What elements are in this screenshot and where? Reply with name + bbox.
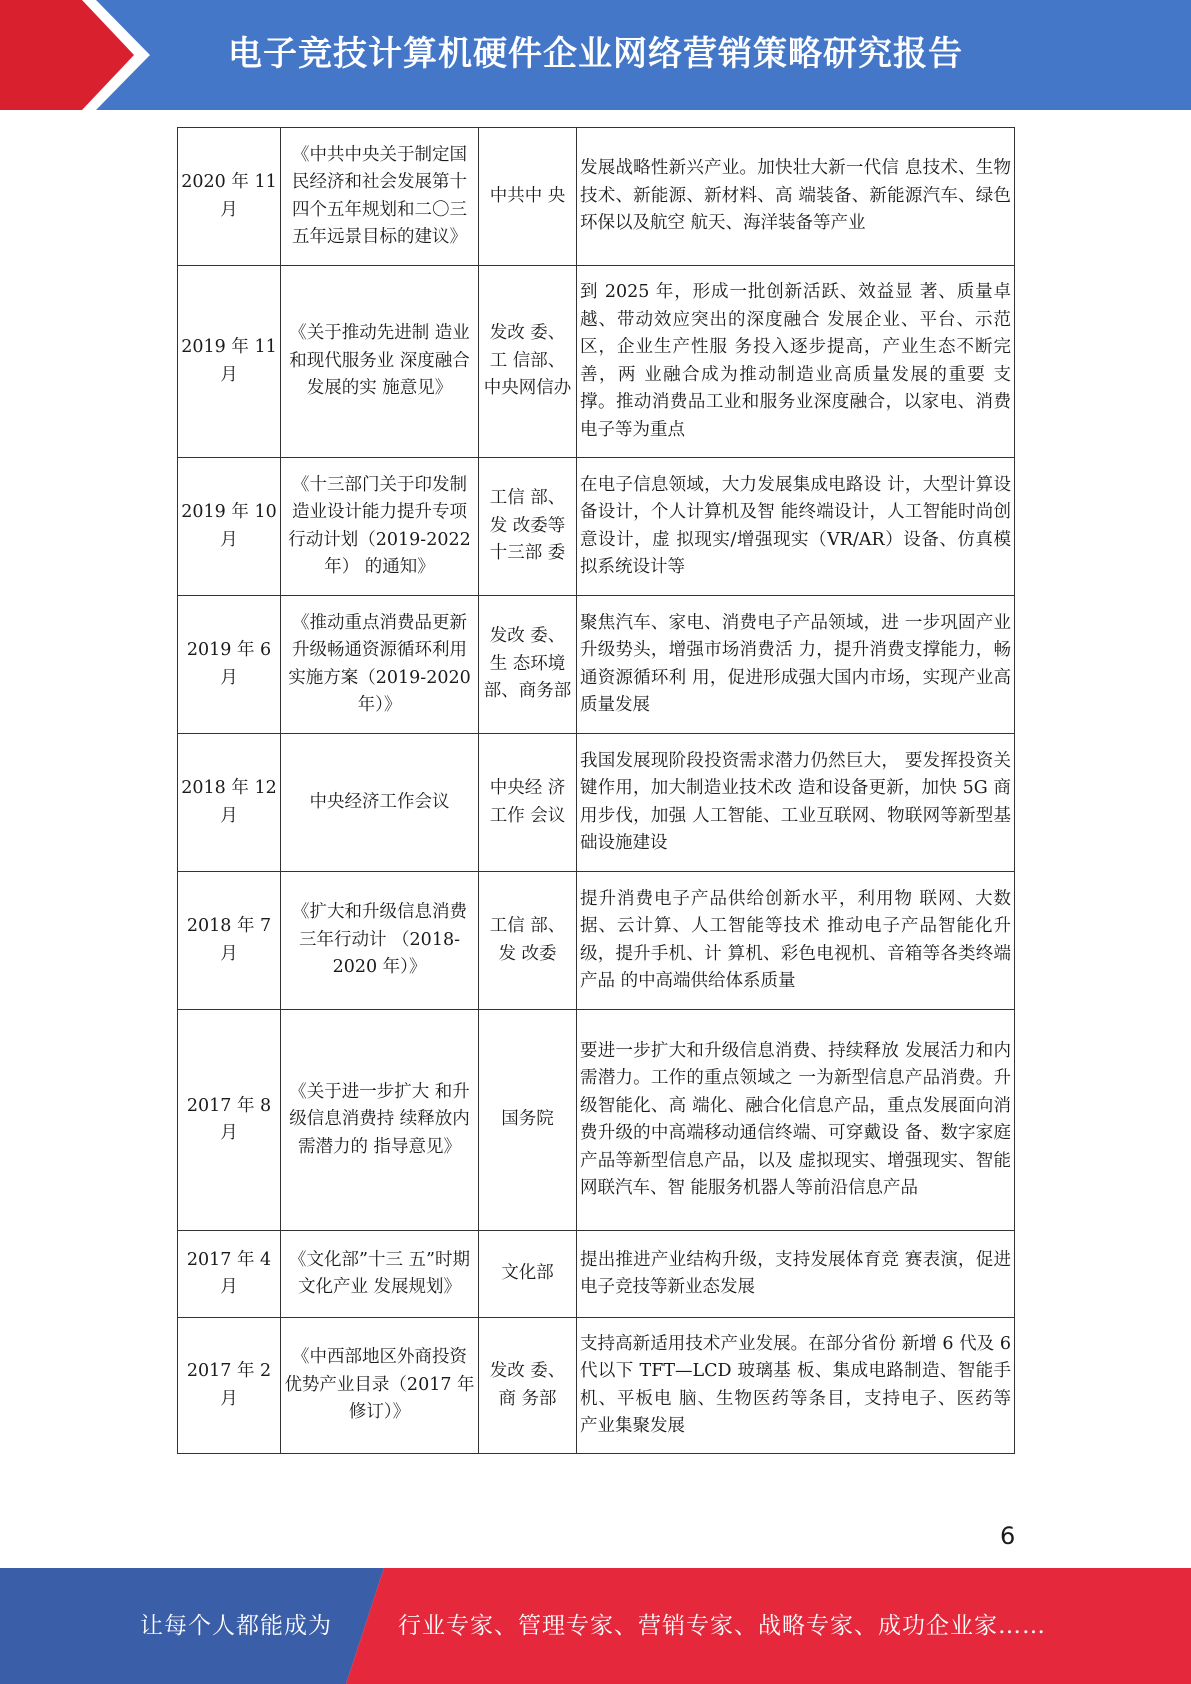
policy-table xyxy=(177,127,1015,1454)
issuer-cell: 文化部 xyxy=(479,1231,577,1318)
document-cell: 《十三部门关于印发制造业设计能力提升专项行动计划（2019-2022 年） 的通知》 xyxy=(281,458,479,596)
document-cell: 《中西部地区外商投资优势产业目录（2017 年修订）》 xyxy=(281,1318,479,1454)
table-row xyxy=(178,458,1015,596)
table-row xyxy=(178,872,1015,1010)
date-cell: 2017 年 8月 xyxy=(178,1010,281,1231)
report-title: 电子竞技计算机硬件企业网络营销策略研究报告 xyxy=(228,34,963,74)
table-row xyxy=(178,1010,1015,1231)
content-cell: 提出推进产业结构升级，支持发展体育竞 赛表演，促进电子竞技等新业态发展 xyxy=(577,1231,1015,1318)
page-footer xyxy=(0,1568,1191,1684)
table-row xyxy=(178,734,1015,872)
document-cell: 中央经济工作会议 xyxy=(281,734,479,872)
document-cell: 《中共中央关于制定国民经济和社会发展第十四个五年规划和二〇三五年远景目标的建议》 xyxy=(281,128,479,266)
page-number: 6 xyxy=(1000,1522,1016,1550)
issuer-cell: 发改 委、商 务部 xyxy=(479,1318,577,1454)
content-cell: 聚焦汽车、家电、消费电子产品领域，进 一步巩固产业升级势头，增强市场消费活 力，提升消费支撑能力，畅通资源循环利 用，促进形成强大国内市场，实现产业高 质量发展 xyxy=(577,596,1015,734)
issuer-cell: 工信 部、发 改委 xyxy=(479,872,577,1010)
date-cell: 2019 年 6月 xyxy=(178,596,281,734)
issuer-cell: 发改 委、工 信部、中央网信办 xyxy=(479,266,577,458)
content-cell: 提升消费电子产品供给创新水平，利用物 联网、大数据、云计算、人工智能等技术 推动电子产品智能化升级，提升手机、计 算机、彩色电视机、音箱等各类终端产品 的中高端供给体系质量 xyxy=(577,872,1015,1010)
table-row xyxy=(178,1318,1015,1454)
table-row xyxy=(178,1231,1015,1318)
date-cell: 2019 年 11月 xyxy=(178,266,281,458)
date-cell: 2018 年 12月 xyxy=(178,734,281,872)
issuer-cell: 中央经 济工作 会议 xyxy=(479,734,577,872)
table-row xyxy=(178,596,1015,734)
content-cell: 发展战略性新兴产业。加快壮大新一代信 息技术、生物技术、新能源、新材料、高 端装备、新能源汽车、绿色环保以及航空 航天、海洋装备等产业 xyxy=(577,128,1015,266)
date-cell: 2017 年 2月 xyxy=(178,1318,281,1454)
footer-slogan-left: 让每个人都能成为 xyxy=(140,1613,332,1639)
document-cell: 《扩大和升级信息消费三年行动计 （2018-2020 年）》 xyxy=(281,872,479,1010)
issuer-cell: 工信 部、发 改委等十三部 委 xyxy=(479,458,577,596)
content-cell: 我国发展现阶段投资需求潜力仍然巨大， 要发挥投资关键作用，加大制造业技术改 造和设备更新，加快 5G 商用步伐，加强 人工智能、工业互联网、物联网等新型基 础设施建设 xyxy=(577,734,1015,872)
date-cell: 2020 年 11月 xyxy=(178,128,281,266)
document-cell: 《关于推动先进制 造业和现代服务业 深度融合发展的实 施意见》 xyxy=(281,266,479,458)
content-cell: 支持高新适用技术产业发展。在部分省份 新增 6 代及 6 代以下 TFT—LCD 玻璃基 板、集成电路制造、智能手机、平板电 脑、生物医药等条目，支持电子、医药等 产业集聚发展 xyxy=(577,1318,1015,1454)
issuer-cell: 国务院 xyxy=(479,1010,577,1231)
document-cell: 《关于进一步扩大 和升级信息消费持 续释放内需潜力的 指导意见》 xyxy=(281,1010,479,1231)
header-chevron-shape xyxy=(0,0,160,110)
table-row xyxy=(178,266,1015,458)
page-header xyxy=(0,0,1191,110)
date-cell: 2018 年 7月 xyxy=(178,872,281,1010)
document-cell: 《文化部”十三 五”时期文化产业 发展规划》 xyxy=(281,1231,479,1318)
footer-slogan-right: 行业专家、管理专家、营销专家、战略专家、成功企业家…… xyxy=(398,1613,1046,1639)
table-row xyxy=(178,128,1015,266)
issuer-cell: 发改 委、生 态环境部、商务部 xyxy=(479,596,577,734)
date-cell: 2017 年 4月 xyxy=(178,1231,281,1318)
content-cell: 在电子信息领域，大力发展集成电路设 计，大型计算设备设计，个人计算机及智 能终端设计，人工智能时尚创意设计，虚 拟现实/增强现实（VR/AR）设备、仿真模 拟系统设计等 xyxy=(577,458,1015,596)
date-cell: 2019 年 10月 xyxy=(178,458,281,596)
issuer-cell: 中共中 央 xyxy=(479,128,577,266)
document-cell: 《推动重点消费品更新升级畅通资源循环利用实施方案（2019-2020 年）》 xyxy=(281,596,479,734)
content-cell: 要进一步扩大和升级信息消费、持续释放 发展活力和内需潜力。工作的重点领域之 一为新型信息产品消费。升级智能化、高 端化、融合化信息产品，重点发展面向消 费升级的中高端移动通信终端、可穿戴设 备、数字家庭产品等新型信息产品，以及 虚拟现实、增强现实、智能网联汽车、智 能服务机器人等前沿信息产品 xyxy=(577,1010,1015,1231)
content-cell: 到 2025 年，形成一批创新活跃、效益显 著、质量卓越、带动效应突出的深度融合 发展企业、平台、示范区，企业生产性服 务投入逐步提高，产业生态不断完善，两 业融合成为推动制造业高质量发展的重要 支撑。推动消费品工业和服务业深度融合，以家电、消费电子等为重点 xyxy=(577,266,1015,458)
